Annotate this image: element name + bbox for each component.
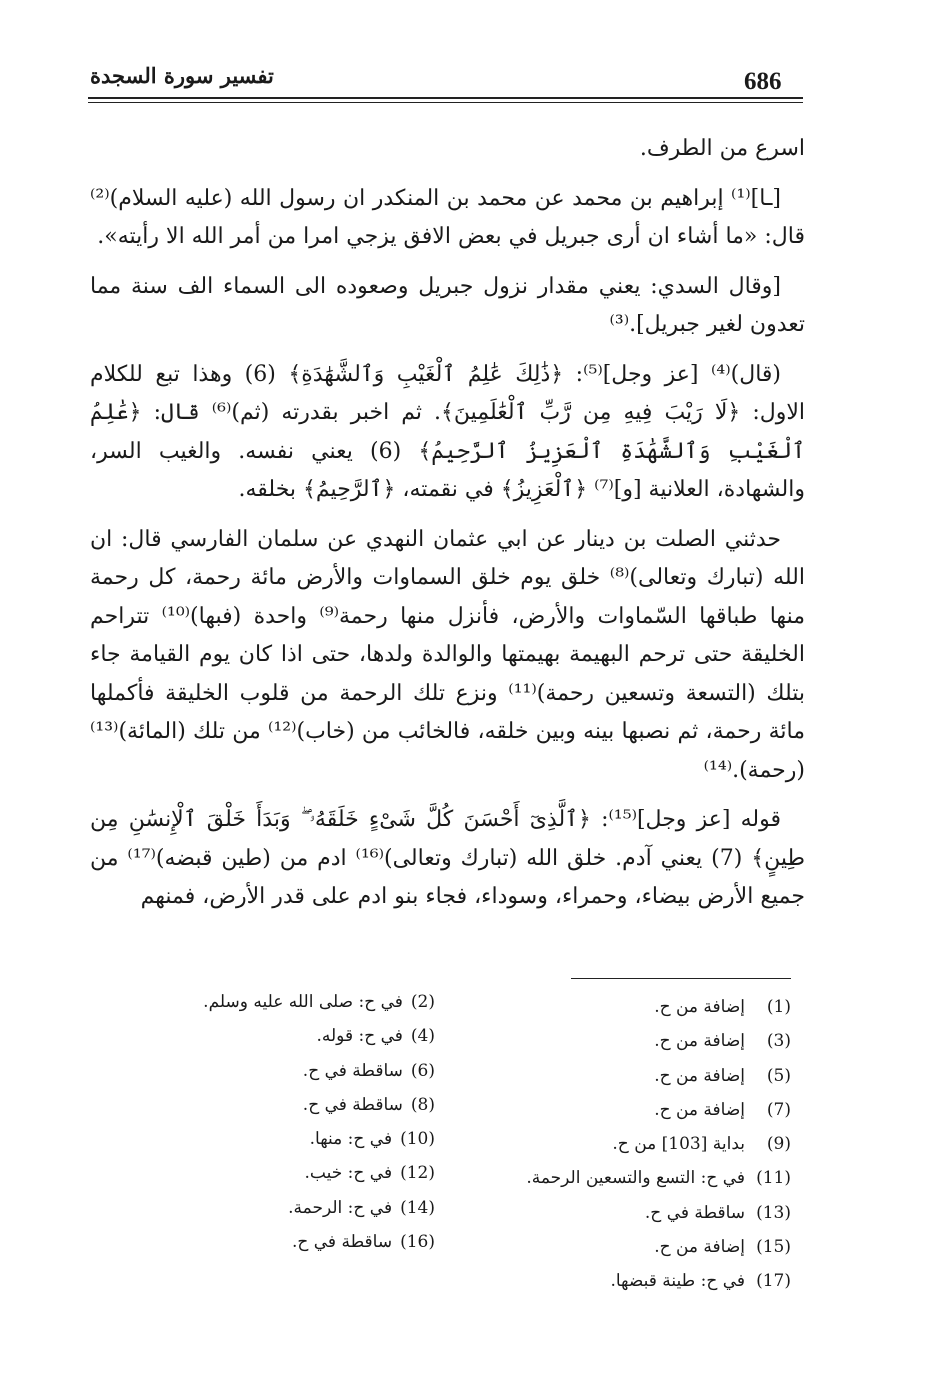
footnote [481, 1127, 791, 1161]
footnotes-right-column [481, 990, 791, 1299]
footnote [135, 1054, 435, 1088]
footnote-number: (12) [400, 1163, 435, 1184]
footnote [135, 985, 435, 1019]
footnote-text: في ح: طينة قبضها. [610, 1271, 745, 1292]
footnote-number: (8) [410, 1094, 435, 1115]
header-rule [88, 97, 803, 99]
footnote-text: ساقطة في ح. [302, 1094, 403, 1115]
footnote [135, 1225, 435, 1259]
footnote-text: إضافة من ح. [654, 1031, 745, 1052]
footnote-number: (11) [756, 1168, 791, 1189]
footnote-text: إضافة من ح. [654, 997, 745, 1017]
footnote-number: (6) [410, 1060, 435, 1081]
footnote [481, 1161, 791, 1195]
paragraph-6: قوله [عز وجل]⁽¹⁵⁾: ﴿ٱلَّذِىٓ أَحْسَنَ كُلَّ شَىْءٍ خَلَقَهُۥ ۖ وَبَدَأَ خَلْقَ ٱلْإِنسَٰنِ مِن طِينٍ﴾ (7) يعني آدم. خلق الله (تبارك وتعالى)⁽¹⁶⁾ ادم من (طين قبضه)⁽¹⁷⁾ من جميع الأرض بيضاء، وحمراء، وسوداء، فجاء بنو ادم على قدر الأرض، فمنهم [90, 807, 806, 909]
footnote-number: (15) [756, 1237, 791, 1258]
footnote [135, 1191, 435, 1225]
footnote [481, 1024, 791, 1058]
footnote-text: في ح: قوله. [316, 1026, 403, 1047]
footnote [481, 1264, 791, 1298]
footnote-number: (7) [766, 1099, 791, 1120]
footnote [135, 1156, 435, 1190]
footnote-number: (17) [756, 1271, 791, 1292]
footnote-text: ساقطة في ح. [302, 1060, 403, 1081]
footnote-number: (2) [410, 992, 435, 1012]
footnote-number: (10) [400, 1129, 435, 1150]
footnote-text: إضافة من ح. [654, 1237, 745, 1258]
footnote-text: في ح: التسع والتسعين الرحمة. [526, 1168, 745, 1189]
footnote-number: (13) [756, 1202, 791, 1223]
page-number: 686 [744, 68, 782, 95]
header-rule-thin [88, 102, 803, 103]
footnote-rule [571, 978, 791, 979]
footnote [481, 1093, 791, 1127]
footnotes-left-column [135, 985, 435, 1259]
footnote-number: (1) [766, 997, 791, 1017]
footnote-text: في ح: منها. [309, 1129, 393, 1150]
footnote [481, 1196, 791, 1230]
footnote [481, 1059, 791, 1093]
footnote-text: ساقطة في ح. [644, 1202, 745, 1223]
footnote-text: ساقطة في ح. [291, 1232, 393, 1253]
footnote-text: بداية [103] من ح. [612, 1134, 745, 1155]
footnote-number: (16) [400, 1232, 435, 1253]
footnote-number: (14) [400, 1197, 435, 1218]
footnote-text: في ح: صلى الله عليه وسلم. [203, 992, 403, 1012]
paragraph-5: حدثني الصلت بن دينار عن ابي عثمان النهدي عن سلمان الفارسي قال: ان الله (تبارك وتعالى)⁽⁸⁾ خلق يوم خلق السماوات والأرض مائة رحمة، كل رحمة منها طباقها السّماوات والأرض، فأنزل منها رحمة⁽⁹⁾ واحدة (فبها)⁽¹⁰⁾ تتراحم الخليقة حتى ترحم البهيمة بهيمتها والوالدة ولدها، حتى اذا كان يوم القيامة جاء بتلك (التسعة وتسعين رحمة)⁽¹¹⁾ ونزع تلك الرحمة من قلوب الخليقة فأكملها مائة رحمة، ثم نصبها بينه وبين خلقه، فالخائب من (خاب)⁽¹²⁾ من تلك (المائة)⁽¹³⁾ (رحمة).⁽¹⁴⁾ [90, 526, 805, 783]
footnote-number: (5) [766, 1065, 791, 1086]
paragraph-2: [ـا]⁽¹⁾ إبراهيم بن محمد عن محمد بن المنكدر ان رسول الله (عليه السلام)⁽²⁾ قال: «ما أشاء ان أرى جبريل في بعض الافق يزجي امرا من أمر الله الا رأيته». [90, 185, 805, 249]
footnote [135, 1122, 435, 1156]
paragraph-3: [وقال السدي: يعني مقدار نزول جبريل وصعوده الى السماء الف سنة مما تعدون لغير جبريل].⁽³⁾ [90, 273, 805, 337]
footnote [481, 1230, 791, 1264]
footnote-text: في ح: الرحمة. [288, 1197, 393, 1218]
paragraph-1: اسرع من الطرف. [639, 136, 805, 161]
footnote-number: (3) [766, 1031, 791, 1052]
footnote [135, 1088, 435, 1122]
footnote-text: إضافة من ح. [654, 1065, 745, 1086]
main-text [90, 130, 805, 928]
footnote [481, 990, 791, 1024]
running-title: تفسير سورة السجدة [90, 63, 274, 88]
paragraph-4: (قال)⁽⁴⁾ [عز وجل]⁽⁵⁾: ﴿ذَٰلِكَ عَٰلِمُ ٱلْغَيْبِ وَٱلشَّهَٰدَةِ﴾ (6) وهذا تبع للكلام الاول: ﴿لَا رَيْبَ فِيهِ مِن رَّبِّ ٱلْعَٰلَمِينَ﴾. ثم اخبر بقدرته (ثم)⁽⁶⁾ قال: ﴿عَٰلِمُ ٱلْغَيْبِ وَٱلشَّهَٰدَةِ ٱلْعَزِيزُ ٱلرَّحِيمُ﴾ (6) يعني نفسه. والغيب السر، والشهادة، العلانية [و]⁽⁷⁾ ﴿ٱلْعَزِيزُ﴾ في نقمته، ﴿ٱلرَّحِيمُ﴾ بخلقه. [90, 361, 805, 502]
footnote-number: (4) [410, 1026, 435, 1047]
footnote-text: في ح: خيب. [304, 1163, 393, 1184]
footnote-number: (9) [766, 1134, 791, 1155]
footnote [135, 1019, 435, 1053]
footnote-text: إضافة من ح. [654, 1099, 745, 1120]
